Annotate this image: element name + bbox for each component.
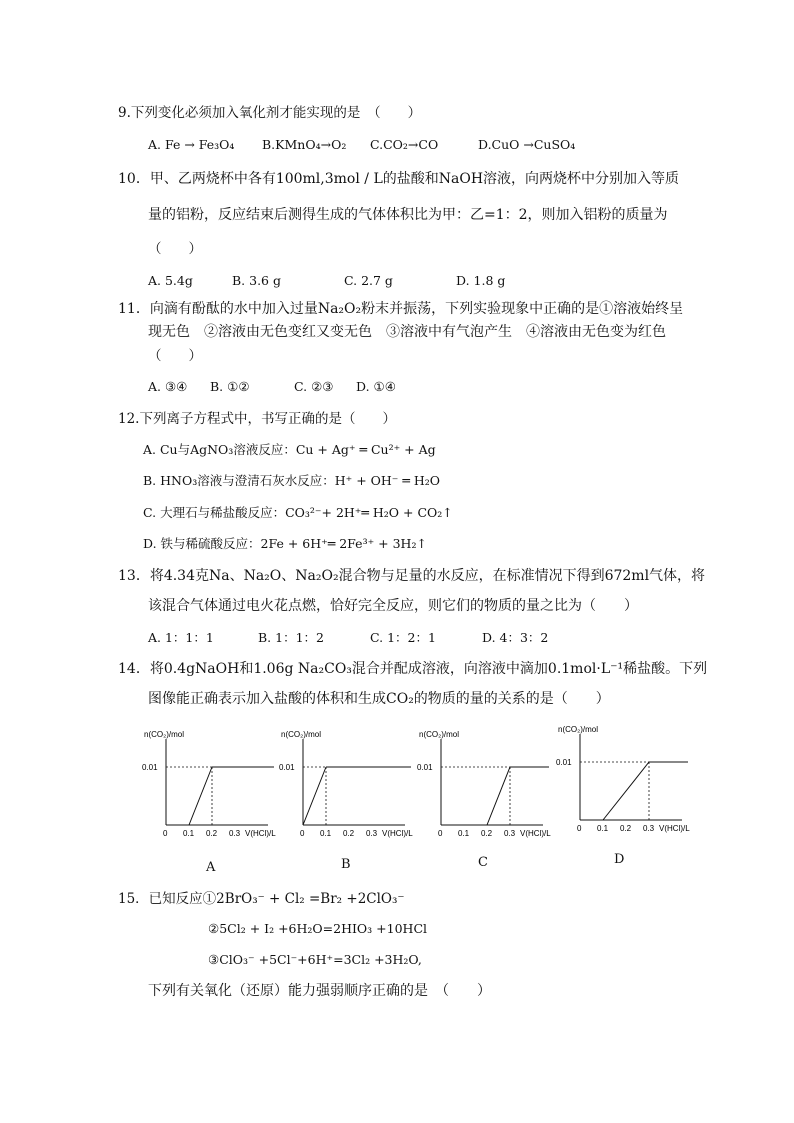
- series-rise-line: [189, 767, 212, 825]
- q9-option-b: B.KMnO₄→O₂: [262, 137, 347, 152]
- graph-c: [413, 725, 563, 845]
- q15-stem: 15．已知反应①2BrO₃⁻ + Cl₂ =Br₂ +2ClO₃⁻: [118, 891, 405, 907]
- q13-line1: 13．将4.34克Na、Na₂O、Na₂O₂混合物与足量的水反应，在标准情况下得到672ml气体，将: [118, 568, 706, 584]
- q11-option-d: D. ①④: [356, 379, 396, 394]
- x-axis-label: V(HCl)/L: [520, 829, 551, 838]
- q13-option-b: B. 1：1：2: [258, 630, 324, 645]
- q10-line3: （ ）: [148, 241, 202, 257]
- q13-option-c: C. 1：2：1: [370, 630, 436, 645]
- x-tick-label: 0.3: [504, 829, 516, 838]
- q11-line1: 11．向滴有酚酞的水中加入过量Na₂O₂粉末并振荡，下列实验现象中正确的是①溶液始终呈: [118, 301, 684, 317]
- q11-line2: 现无色 ②溶液由无色变红又变无色 ③溶液中有气泡产生 ④溶液由无色变为红色: [148, 324, 666, 340]
- x-tick-label: 0.1: [597, 824, 609, 833]
- q10-option-c: C. 2.7 g: [344, 273, 393, 288]
- series-rise-line: [603, 762, 649, 820]
- graph-a: [138, 725, 288, 845]
- q12-stem: 12.下列离子方程式中，书写正确的是（ ）: [118, 411, 396, 427]
- q15-question: 下列有关氧化（还原）能力强弱顺序正确的是 （ ）: [148, 983, 491, 999]
- q9-option-d: D.CuO →CuSO₄: [478, 137, 576, 152]
- y-tick-label: 0.01: [417, 763, 433, 772]
- x-axis-label: V(HCl)/L: [659, 824, 690, 833]
- x-tick-label: 0.3: [366, 829, 378, 838]
- q13-option-a: A. 1：1：1: [148, 630, 214, 645]
- x-tick-label: 0.1: [320, 829, 332, 838]
- q9-stem: 9.下列变化必须加入氧化剂才能实现的是 （ ）: [118, 105, 422, 121]
- q12-option-b: B. HNO₃溶液与澄清石灰水反应：H⁺ + OH⁻ ═ H₂O: [143, 473, 441, 488]
- q15-reaction-2: ②5Cl₂ + I₂ +6H₂O=2HIO₃ +10HCl: [208, 921, 428, 936]
- q12-option-c: C. 大理石与稀盐酸反应：CO₃²⁻+ 2H⁺═ H₂O + CO₂↑: [143, 505, 453, 520]
- x-tick-label: 0.2: [206, 829, 218, 838]
- y-tick-label: 0.01: [556, 758, 572, 767]
- graph-d: [552, 720, 702, 840]
- q9-option-c: C.CO₂→CO: [370, 137, 439, 152]
- q10-option-b: B. 3.6 g: [232, 273, 281, 288]
- q10-option-d: D. 1.8 g: [456, 273, 506, 288]
- x-tick-label: 0: [577, 824, 582, 833]
- q13-option-d: D. 4：3：2: [482, 630, 549, 645]
- q10-option-a: A. 5.4g: [148, 273, 193, 288]
- x-tick-label: 0.1: [183, 829, 195, 838]
- y-axis-label: n(CO₂)/mol: [558, 725, 598, 734]
- x-tick-label: 0: [163, 829, 168, 838]
- q12-option-d: D. 铁与稀硫酸反应：2Fe + 6H⁺═ 2Fe³⁺ + 3H₂↑: [143, 536, 427, 551]
- series-rise-line: [303, 767, 326, 825]
- x-tick-label: 0: [300, 829, 305, 838]
- x-tick-label: 0.2: [620, 824, 632, 833]
- x-tick-label: 0.3: [643, 824, 655, 833]
- q11-option-b: B. ①②: [210, 379, 250, 394]
- q10-line2: 量的铝粉，反应结束后测得生成的气体体积比为甲：乙=1：2，则加入铝粉的质量为: [148, 207, 668, 223]
- q11-option-c: C. ②③: [294, 379, 334, 394]
- y-axis-label: n(CO₂)/mol: [281, 730, 321, 739]
- q13-line2: 该混合气体通过电火花点燃，恰好完全反应，则它们的物质的量之比为（ ）: [148, 598, 638, 614]
- series-rise-line: [487, 767, 510, 825]
- q14-line2: 图像能正确表示加入盐酸的体积和生成CO₂的物质的量的关系的是（ ）: [148, 691, 610, 707]
- graph-a-label: A: [206, 860, 216, 875]
- q9-option-a: A. Fe → Fe₃O₄: [148, 137, 235, 152]
- y-axis-label: n(CO₂)/mol: [144, 730, 184, 739]
- x-tick-label: 0.1: [458, 829, 470, 838]
- y-axis-label: n(CO₂)/mol: [419, 730, 459, 739]
- graph-b: [275, 725, 425, 845]
- q12-option-a: A. Cu与AgNO₃溶液反应：Cu + Ag⁺ ═ Cu²⁺ + Ag: [143, 442, 436, 457]
- y-tick-label: 0.01: [142, 763, 158, 772]
- q11-line3: （ ）: [148, 348, 202, 364]
- q10-line1: 10．甲、乙两烧杯中各有100ml,3mol / L的盐酸和NaOH溶液，向两烧杯中分别加入等质: [118, 171, 680, 187]
- q11-option-a: A. ③④: [148, 379, 188, 394]
- graph-c-label: C: [478, 855, 488, 870]
- x-tick-label: 0.2: [481, 829, 493, 838]
- x-axis-label: V(HCl)/L: [382, 829, 413, 838]
- x-tick-label: 0.3: [229, 829, 241, 838]
- q15-reaction-3: ③ClO₃⁻ +5Cl⁻+6H⁺=3Cl₂ +3H₂O,: [208, 952, 422, 967]
- graph-d-label: D: [614, 852, 625, 867]
- q14-line1: 14．将0.4gNaOH和1.06g Na₂CO₃混合并配成溶液，向溶液中滴加0.1mol·L⁻¹稀盐酸。下列: [118, 661, 708, 677]
- y-tick-label: 0.01: [279, 763, 295, 772]
- x-tick-label: 0.2: [343, 829, 355, 838]
- x-axis-label: V(HCl)/L: [245, 829, 276, 838]
- graph-b-label: B: [341, 857, 351, 872]
- x-tick-label: 0: [438, 829, 443, 838]
